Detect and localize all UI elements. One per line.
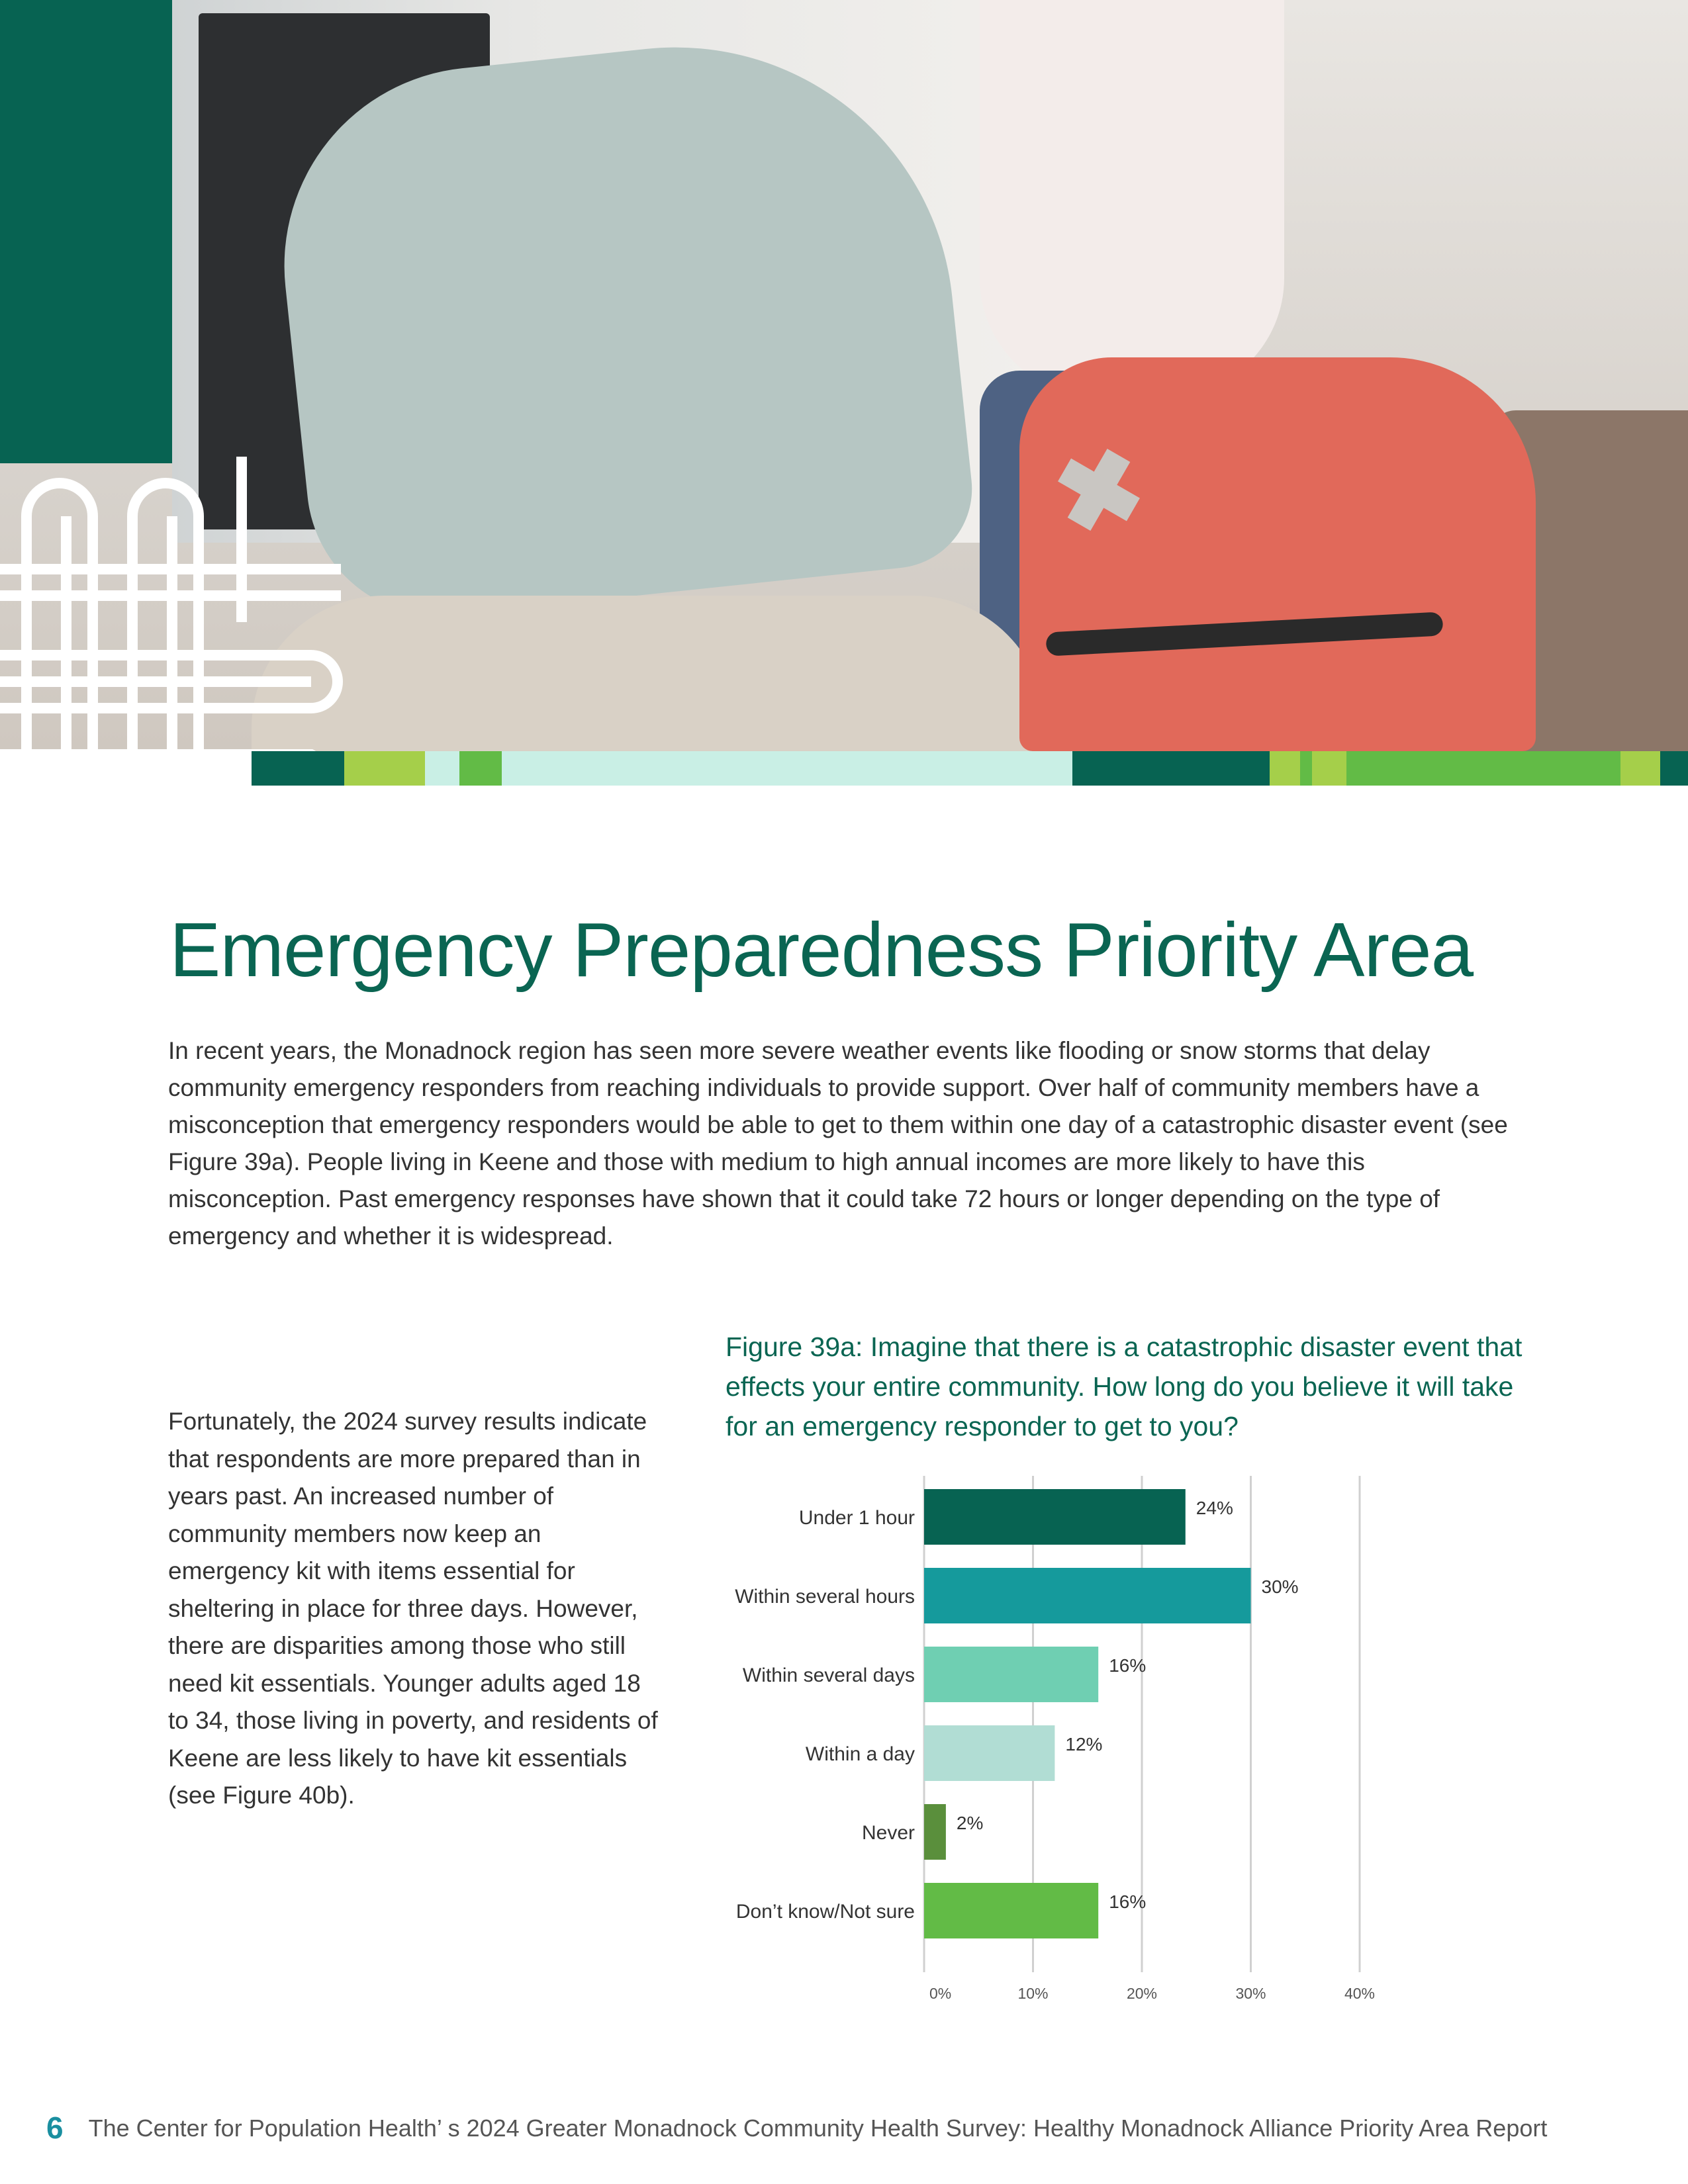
data-label: 24% bbox=[1196, 1498, 1233, 1518]
data-label: 30% bbox=[1261, 1576, 1299, 1597]
page-title: Emergency Preparedness Priority Area bbox=[169, 906, 1474, 993]
kit-paragraph: Fortunately, the 2024 survey results indicate that respondents are more prepared than in years past. An increased number of community members now keep an emergency kit with items essential for sheltering in place for three days. However, there are disparities among those who still need kit essentials. Younger adults aged 18 to 34, those living in poverty, and residents of Keene are less likely to have kit essentials (see Figure 40b). bbox=[168, 1408, 658, 1809]
data-label: 2% bbox=[956, 1813, 984, 1833]
category-label: Within a day bbox=[805, 1743, 915, 1765]
bar bbox=[924, 1568, 1251, 1623]
x-tick-label: 10% bbox=[1017, 1985, 1049, 2002]
category-label: Within several days bbox=[742, 1664, 915, 1686]
data-label: 16% bbox=[1109, 1891, 1147, 1912]
footer-text: The Center for Population Health’ s 2024 Greater Monadnock Community Health Survey: Healthy Monadnock Alliance Priority Area Report bbox=[88, 2115, 1548, 2142]
x-tick-label: 20% bbox=[1126, 1985, 1158, 2002]
bar bbox=[924, 1489, 1186, 1545]
category-label: Under 1 hour bbox=[798, 1507, 915, 1529]
category-label: Within several hours bbox=[735, 1586, 915, 1608]
page-number: 6 bbox=[46, 2111, 64, 2145]
bar bbox=[924, 1725, 1055, 1781]
lattice-logo-icon bbox=[0, 457, 344, 801]
x-tick-label: 0% bbox=[929, 1985, 952, 2002]
data-label: 12% bbox=[1065, 1734, 1103, 1754]
bar-chart bbox=[722, 1476, 1436, 2005]
photo-emergency-bag bbox=[1019, 357, 1536, 751]
category-label: Never bbox=[861, 1822, 915, 1844]
bar bbox=[924, 1804, 946, 1860]
intro-paragraph: In recent years, the Monadnock region has seen more severe weather events like flooding or snow storms that delay community emergency responders from reaching individuals to provide support. Over half of community members have a misconception that emergency responders would be able to get to them within one day of a catastrophic disaster event (see Figure 39a). People living in Keene and those with medium to high annual incomes are more likely to have this misconception. Past emergency responses have shown that it could take 72 hours or longer depending on the type of emergency and whether it is widespread. bbox=[168, 1037, 1508, 1250]
footer bbox=[46, 2110, 1547, 2146]
data-label: 16% bbox=[1109, 1655, 1147, 1676]
x-tick-label: 40% bbox=[1344, 1985, 1376, 2002]
brand-green-bar bbox=[0, 0, 172, 463]
figure-title: Figure 39a: Imagine that there is a catastrophic disaster event that effects your entire community. How long do you believe it will take for an emergency responder to get to you? bbox=[726, 1332, 1523, 1441]
bar bbox=[924, 1883, 1098, 1938]
photo-legs bbox=[252, 596, 1046, 751]
x-tick-label: 30% bbox=[1235, 1985, 1266, 2002]
category-label: Don’t know/Not sure bbox=[735, 1901, 915, 1923]
bar bbox=[924, 1647, 1098, 1702]
photo-child bbox=[980, 0, 1284, 397]
color-strip bbox=[0, 751, 1688, 786]
